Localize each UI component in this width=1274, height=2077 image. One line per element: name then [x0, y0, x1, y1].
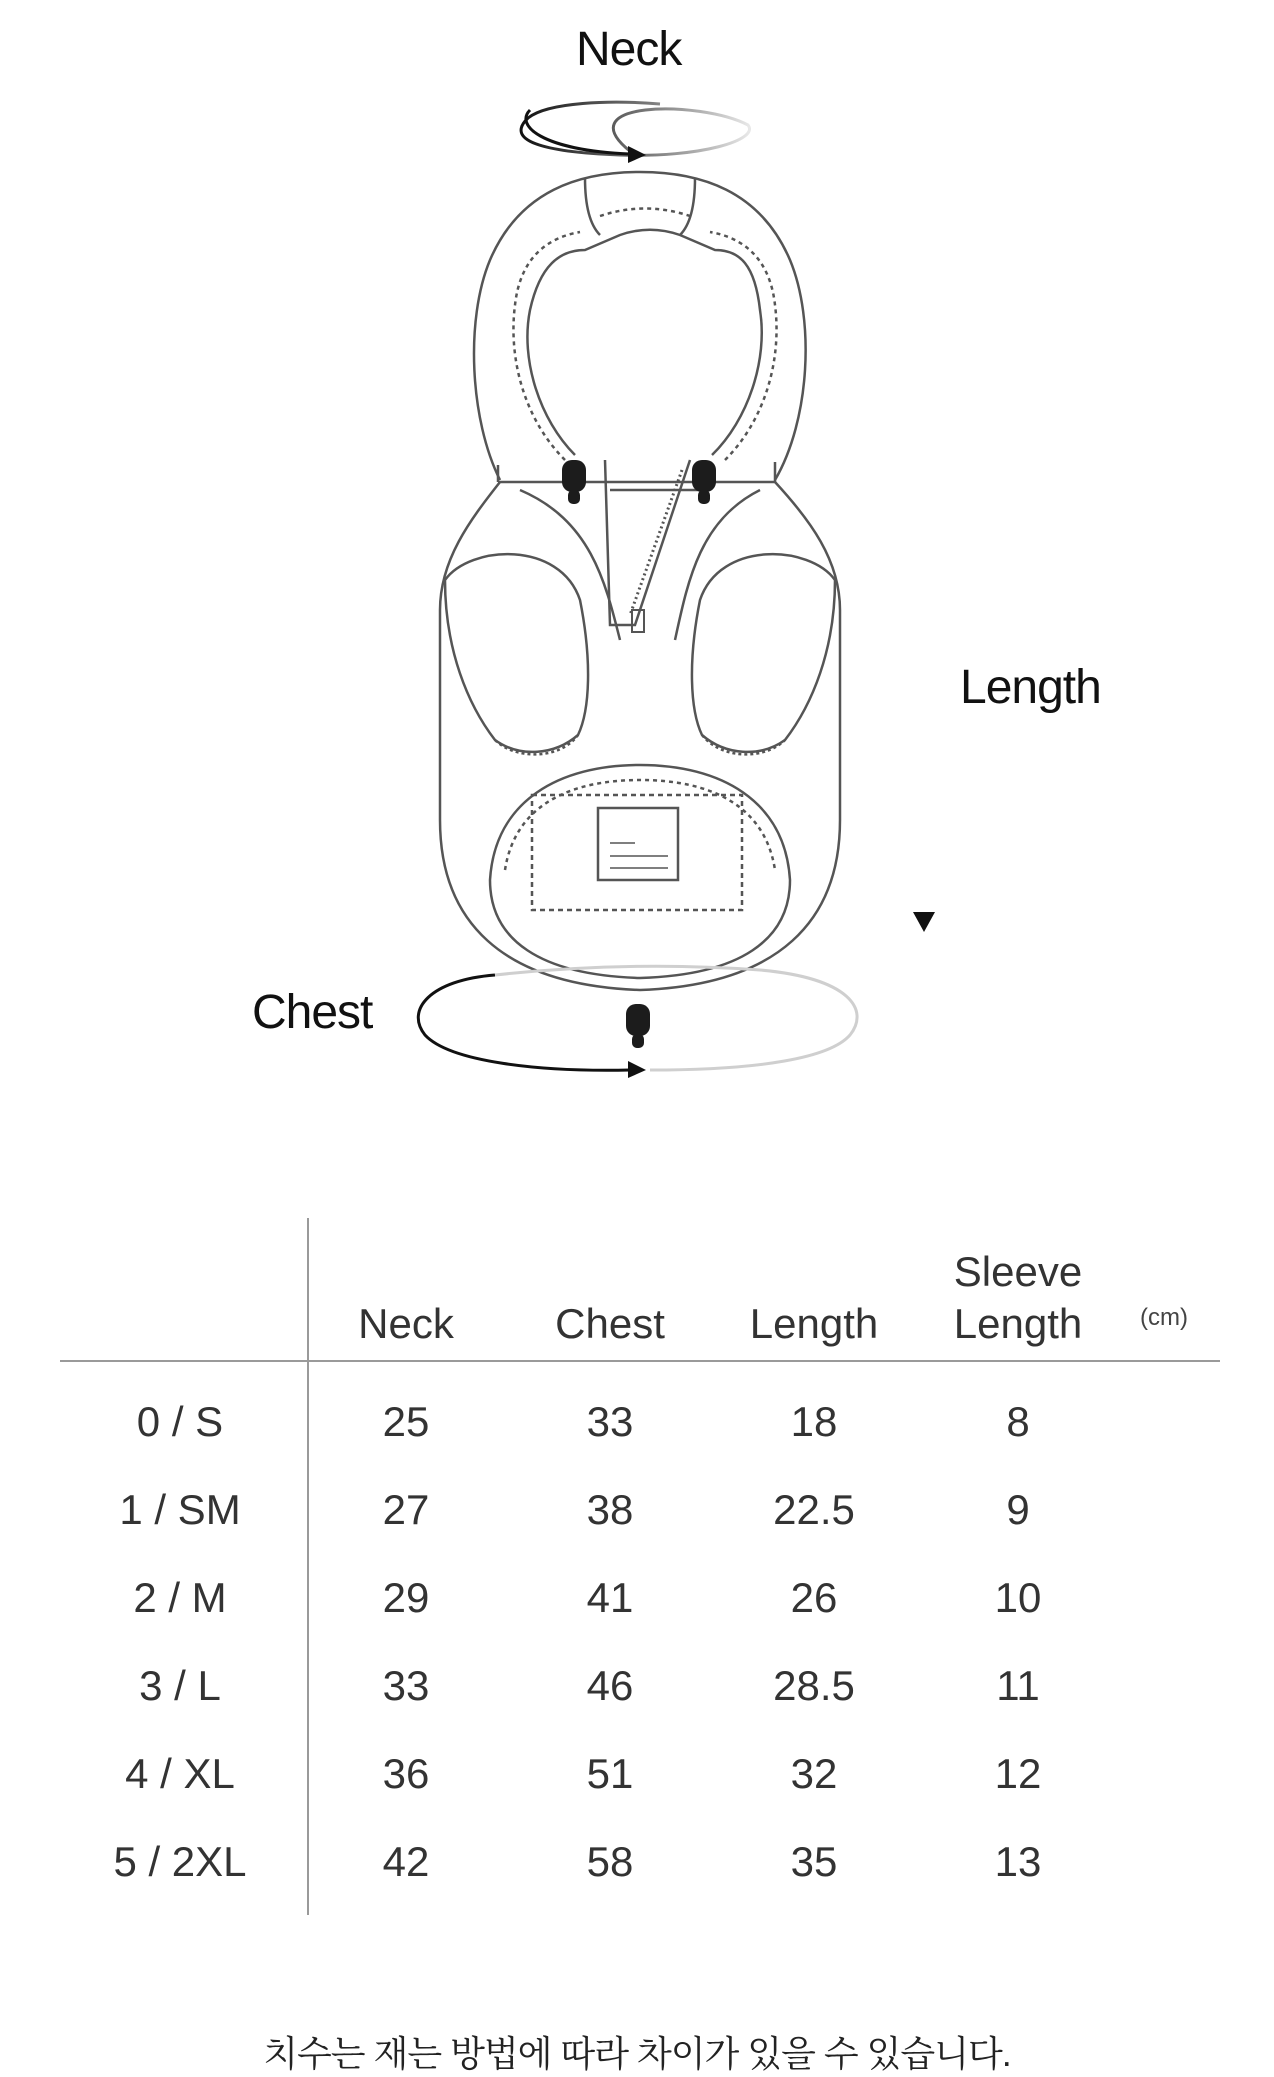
neck-measure-arrow-icon — [521, 102, 749, 163]
size-label: 3 / L — [139, 1662, 221, 1709]
cell-sleeve-length: 10 — [994, 1574, 1042, 1621]
header-neck: Neck — [358, 1300, 454, 1347]
measurement-footnote: 치수는 재는 방법에 따라 차이가 있을 수 있습니다. — [263, 2033, 1011, 2074]
cell-chest: 38 — [586, 1486, 634, 1533]
unit-label: (cm) — [1140, 1304, 1188, 1331]
cell-length: 28.5 — [773, 1662, 855, 1709]
header-chest: Chest — [555, 1300, 665, 1347]
header-length: Length — [749, 1300, 879, 1347]
table-header-divider — [60, 1360, 1220, 1362]
cell-neck: 36 — [382, 1750, 430, 1797]
size-table — [60, 1218, 1220, 1918]
cell-neck: 42 — [382, 1838, 430, 1885]
size-label: 5 / 2XL — [113, 1838, 247, 1885]
header-sleeve-line2: Length — [953, 1300, 1083, 1347]
cell-neck: 33 — [382, 1662, 430, 1709]
cell-neck: 27 — [382, 1486, 430, 1533]
cell-length: 35 — [790, 1838, 838, 1885]
size-label: 4 / XL — [125, 1750, 235, 1797]
header-sleeve-line1: Sleeve — [953, 1248, 1083, 1295]
cell-chest: 41 — [586, 1574, 634, 1621]
cell-chest: 46 — [586, 1662, 634, 1709]
cell-length: 18 — [790, 1398, 838, 1445]
cell-chest: 58 — [586, 1838, 634, 1885]
cell-chest: 33 — [586, 1398, 634, 1445]
cell-length: 22.5 — [773, 1486, 855, 1533]
hoodie-outline-icon — [440, 172, 840, 990]
size-label: 2 / M — [133, 1574, 227, 1621]
cell-length: 32 — [790, 1750, 838, 1797]
size-label: 0 / S — [136, 1398, 224, 1445]
cell-sleeve-length: 11 — [996, 1662, 1040, 1709]
cell-neck: 25 — [382, 1398, 430, 1445]
cell-sleeve-length: 12 — [994, 1750, 1042, 1797]
length-arrow-icon — [913, 485, 935, 932]
cell-sleeve-length: 9 — [1006, 1486, 1030, 1533]
cell-sleeve-length: 8 — [1006, 1398, 1030, 1445]
length-label: Length — [960, 661, 1101, 714]
chest-label: Chest — [252, 986, 373, 1039]
size-label: 1 / SM — [119, 1486, 241, 1533]
cell-sleeve-length: 13 — [994, 1838, 1042, 1885]
drawstring-toggle-icon — [562, 460, 716, 1048]
cell-chest: 51 — [586, 1750, 634, 1797]
cell-neck: 29 — [382, 1574, 430, 1621]
cell-length: 26 — [790, 1574, 838, 1621]
neck-label: Neck — [576, 23, 682, 76]
